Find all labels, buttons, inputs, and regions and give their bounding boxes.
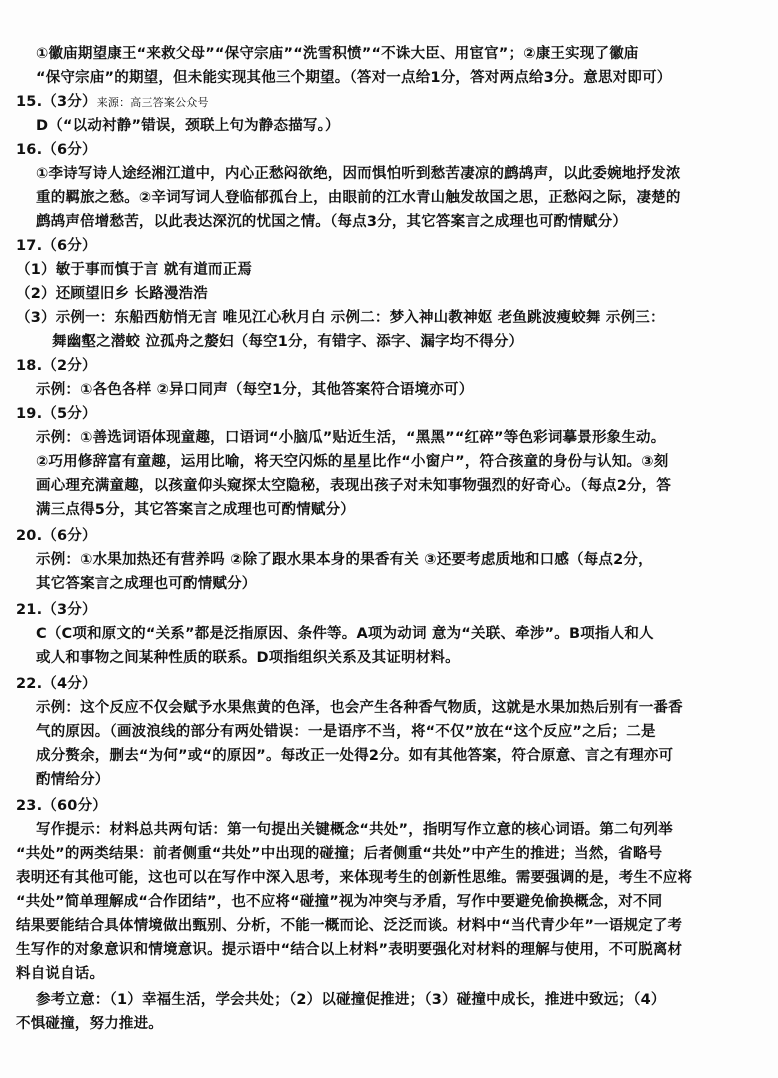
answer-22-text-line-2: 气的原因。（画波浪线的部分有两处错误：一是语序不当，将“不仅”放在“这个反应”之后；二是	[36, 724, 656, 740]
answer-23-reference-line-1: 参考立意：（1）幸福生活，学会共处；（2）以碰撞促推进；（3）碰撞中成长，推进中致远；（4）	[36, 992, 666, 1008]
answer-23-text-line-4: “共处”简单理解成“合作团结”，也不应将“碰撞”视为冲突与矛盾，写作中要避免偷换概念，对不同	[16, 894, 663, 910]
answer-14-text-line-1: ①徽庙期望康王“来救父母”“保守宗庙”“洗雪积愤”“不诛大臣、用宦官”；②康王实现了徽庙	[36, 46, 639, 62]
answer-16-text-line-1: ①李诗写诗人途经湘江道中，内心正愁闷欲绝，因而惧怕听到愁苦凄凉的鹧鸪声，以此委婉地抒发浓	[36, 166, 681, 182]
answer-19-text-line-4: 满三点得5分，其它答案言之成理也可酌情赋分）	[36, 502, 355, 518]
question-18-header: 18.（2分）	[16, 358, 97, 374]
answer-17-text-line-1: （1）敏于事而慎于言 就有道而正焉	[16, 262, 253, 278]
answer-23-text-line-5: 结果要能结合具体情境做出甄别、分析，不能一概而论、泛泛而谈。材料中“当代青少年”一语规定了考	[16, 918, 683, 934]
question-22-header: 22.（4分）	[16, 676, 97, 692]
answer-19-text-line-3: 画心理充满童趣，以孩童仰头窥探太空隐秘，表现出孩子对未知事物强烈的好奇心。（每点2分，答	[36, 478, 672, 494]
question-17-header: 17.（6分）	[16, 238, 97, 254]
question-20-header: 20.（6分）	[16, 528, 97, 544]
question-19-header: 19.（5分）	[16, 406, 97, 422]
answer-23-text-line-1: 写作提示：材料总共两句话：第一句提出关键概念“共处”，指明写作立意的核心词语。第二句列举	[36, 822, 673, 838]
answer-14-text-line-2: “保守宗庙”的期望，但未能实现其他三个期望。（答对一点给1分，答对两点给3分。意思对即可）	[36, 70, 672, 86]
answer-22-text-line-4: 酌情给分）	[36, 772, 110, 788]
question-15-header	[16, 92, 209, 113]
answer-17-text-line-2: （2）还顾望旧乡 长路漫浩浩	[16, 286, 208, 302]
question-16-header: 16.（6分）	[16, 142, 97, 158]
answer-20-text-line-2: 其它答案言之成理也可酌情赋分）	[36, 576, 257, 592]
question-21-header: 21.（3分）	[16, 602, 97, 618]
answer-23-text-line-6: 生写作的对象意识和情境意识。提示语中“结合以上材料”表明要强化对材料的理解与使用，不可脱离材	[16, 942, 683, 958]
answer-17-text-line-3: （3）示例一：东船西舫悄无言 唯见江心秋月白 示例二：梦入神山教神妪 老鱼跳波瘦蛟舞 示例三：	[16, 310, 665, 326]
answer-21-text-line-2: 或人和事物之间某种性质的联系。D项指组织关系及其证明材料。	[36, 650, 460, 666]
answer-15-text: D（“以动衬静”错误，颈联上句为静态描写。）	[36, 118, 340, 134]
answer-16-text-line-3: 鹧鸪声倍增愁苦，以此表达深沉的忧国之情。（每点3分，其它答案言之成理也可酌情赋分）	[36, 214, 628, 230]
answer-23-text-line-7: 料自说自话。	[16, 966, 105, 982]
answer-22-text-line-1: 示例：这个反应不仅会赋予水果焦黄的色泽，也会产生各种香气物质，这就是水果加热后别有一番香	[36, 700, 683, 716]
answer-21-text-line-1: C（C项和原文的“关系”都是泛指原因、条件等。A项为动词 意为“关联、牵涉”。B项指人和人	[36, 626, 654, 642]
answer-19-text-line-2: ②巧用修辞富有童趣，运用比喻，将天空闪烁的星星比作“小窗户”，符合孩童的身份与认知。③刻	[36, 454, 669, 470]
question-15-score: 15.（3分）	[16, 94, 97, 110]
answer-23-text-line-3: 表明还有其他可能，这也可以在写作中深入思考，来体现考生的创新性思维。需要强调的是，考生不应将	[16, 870, 693, 886]
answer-22-text-line-3: 成分赘余，删去“为何”或“的原因”。每改正一处得2分。如有其他答案，符合原意、言之有理亦可	[36, 748, 674, 764]
source-note: 来源：高三答案公众号	[96, 96, 209, 109]
answer-19-text-line-1: 示例：①善选词语体现童趣，口语词“小脑瓜”贴近生活，“黑黑”“红碎”等色彩词摹景形象生动。	[36, 430, 666, 446]
answer-17-text-line-4: 舞幽壑之潜蛟 泣孤舟之嫠妇（每空1分，有错字、添字、漏字均不得分）	[52, 334, 524, 350]
answer-23-reference-line-2: 不惧碰撞，努力推进。	[16, 1016, 163, 1032]
answer-18-text: 示例：①各色各样 ②异口同声（每空1分，其他答案符合语境亦可）	[36, 382, 474, 398]
answer-23-text-line-2: “共处”的两类结果：前者侧重“共处”中出现的碰撞；后者侧重“共处”中产生的推进；当然，省略号	[16, 846, 663, 862]
question-23-header: 23.（60分）	[16, 798, 107, 814]
answer-16-text-line-2: 重的羁旅之愁。②辛词写词人登临郁孤台上，由眼前的江水青山触发故国之思，正愁闷之际，凄楚的	[36, 190, 681, 206]
answer-20-text-line-1: 示例：①水果加热还有营养吗 ②除了跟水果本身的果香有关 ③还要考虑质地和口感（每点2分，	[36, 552, 653, 568]
